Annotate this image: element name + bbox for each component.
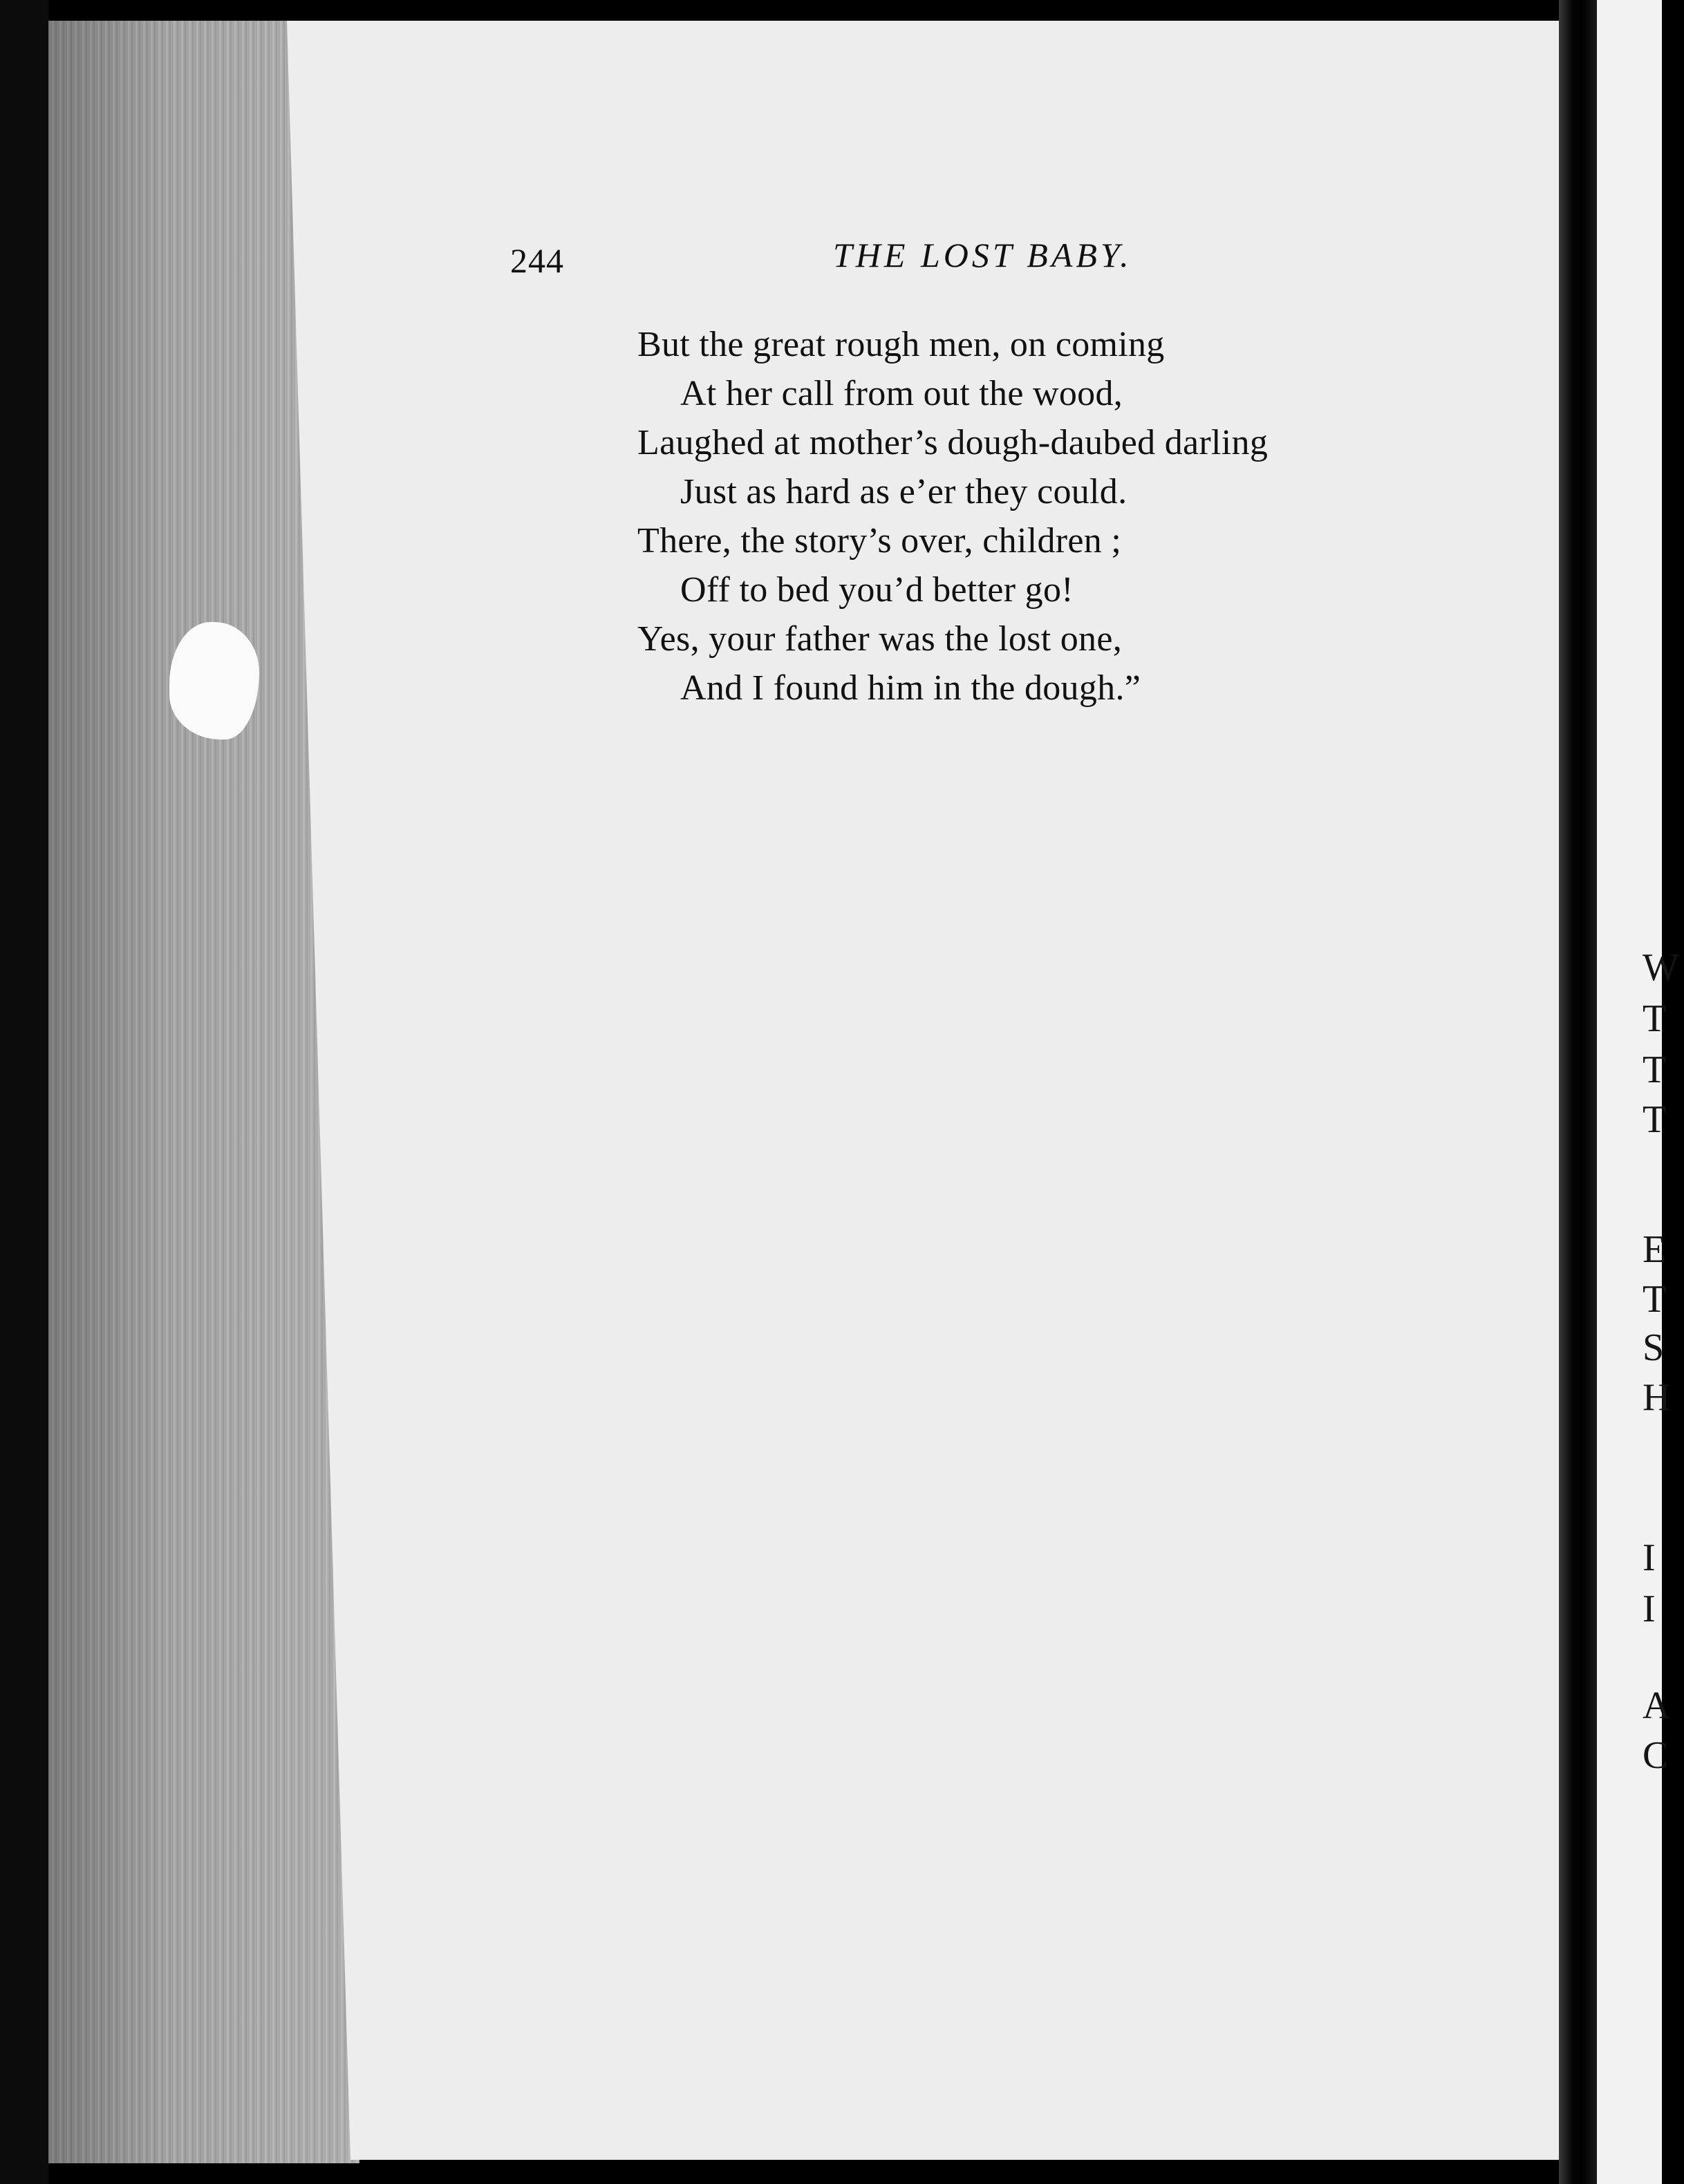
facing-letter: S [1643, 1326, 1665, 1369]
poem-stanza [637, 320, 1467, 713]
facing-page-text [1643, 0, 1684, 2184]
poem-line: And I found him in the dough.” [680, 668, 1141, 708]
poem-line: But the great rough men, on coming [637, 325, 1165, 364]
poem-line: There, the story’s over, children ; [637, 521, 1122, 561]
poem-line: Laughed at mother’s dough-daubed darling [637, 423, 1269, 462]
facing-letter: I [1643, 1588, 1656, 1630]
poem-line: Yes, your father was the lost one, [637, 619, 1123, 659]
poem-line: Off to bed you’d better go! [680, 570, 1074, 610]
poem-line: Just as hard as e’er they could. [680, 472, 1128, 511]
facing-letter: H [1643, 1376, 1671, 1419]
facing-letter: T [1643, 1278, 1667, 1321]
facing-letter: T [1643, 1098, 1667, 1141]
paper-damage-spot [169, 622, 259, 740]
facing-letter: I [1643, 1536, 1656, 1579]
facing-letter: A [1643, 1684, 1671, 1727]
facing-letter: T [1643, 997, 1667, 1040]
book-gutter [1559, 0, 1597, 2184]
facing-letter: E [1643, 1228, 1667, 1271]
poem-line: At her call from out the wood, [680, 374, 1123, 413]
facing-letter: W [1643, 946, 1679, 989]
page-number: 244 [510, 241, 564, 280]
facing-letter: T [1643, 1048, 1667, 1091]
running-head: THE LOST BABY. [833, 236, 1132, 274]
scan-border [0, 0, 48, 2184]
facing-letter: C [1643, 1734, 1669, 1777]
